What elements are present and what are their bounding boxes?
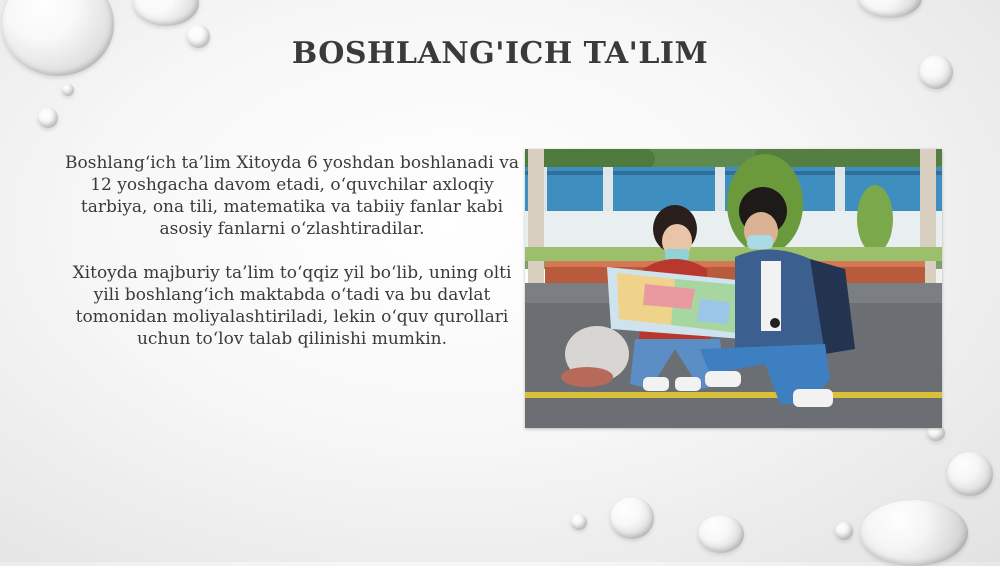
water-drop — [38, 108, 58, 128]
water-drop — [860, 500, 968, 566]
water-drop — [571, 514, 587, 530]
body-text — [62, 152, 522, 372]
water-drop — [947, 452, 993, 496]
water-drop — [133, 0, 199, 26]
water-drop — [62, 84, 74, 96]
water-drop — [835, 522, 853, 540]
paragraph-2: Xitoyda majburiy ta’lim to‘qqiz yil bo‘lib, uning olti yili boshlang‘ich maktabda o‘tadi va bu davlat tomonidan moliyalashtiriladi, lekin o‘quv qurollari uchun to‘lov talab qilinishi mumkin. — [72, 263, 512, 349]
paragraph-1: Boshlang‘ich ta’lim Xitoyda 6 yoshdan boshlanadi va 12 yoshgacha davom etadi, o‘quvchilar axloqiy tarbiya, ona tili, matematika va tabiiy fanlar kabi asosiy fanlarni o‘zlashtiradilar. — [65, 153, 519, 239]
water-drop — [698, 515, 744, 553]
water-drop — [858, 0, 922, 18]
slide-title: BOSHLANG'ICH TA'LIM — [291, 36, 709, 71]
students-photo — [525, 149, 942, 428]
water-drop — [610, 497, 654, 539]
